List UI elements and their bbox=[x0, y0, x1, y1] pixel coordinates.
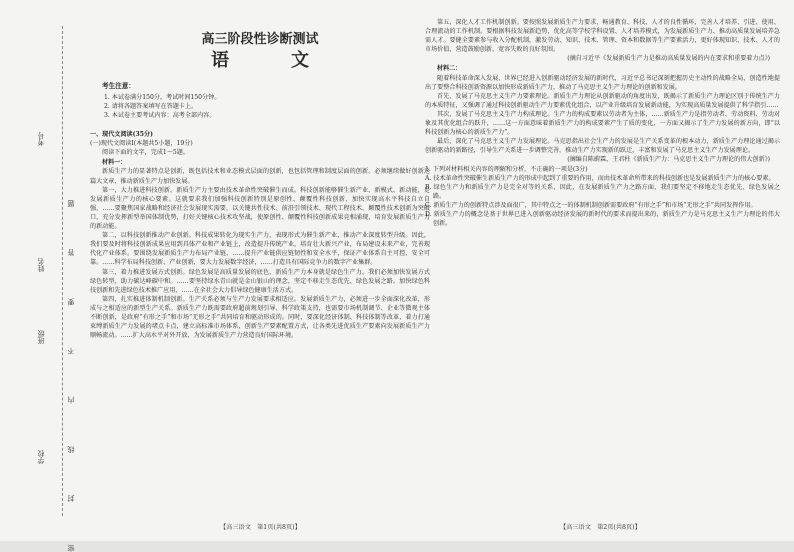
class-label: 班级 bbox=[37, 330, 45, 344]
paragraph: 随着科技革命深入发展，世界已经进入创新驱动经济发展的新时代，习近平总书记深刻把握历史主动性的战略全局，创造性地提出了要整合科技创新资源以加快形成新质生产力，推动了马克思主义生产力理论的创新和发展。 bbox=[425, 74, 780, 91]
paragraph: 其次，发展了马克思主义生产力构成理论。生产力的构成要素以劳动者为主体，……新质生产力是指劳动者、劳动资料、劳动对象及其优化组合的跃升，……这一方面意味着新质生产力的构成要素产生了质的变化，一方面又揭示了生产力发展的新方向，即“以科技创新为核心的新质生产力”。 bbox=[425, 110, 780, 137]
left-page bbox=[90, 18, 430, 340]
binding-margin bbox=[0, 0, 86, 552]
exam-title: 高三阶段性诊断测试 bbox=[201, 32, 319, 47]
paragraph: 第二，以科技创新推动产业创新。科技成果转化为现实生产力，表现形式为催生新产业、推动产业深度转型升级。因此，我们要及时将科技创新成果应用到具体产业和产业链上，改造提升传统产业，培育壮大新兴产业，布局建设未来产业，完善现代化产业体系。要围绕发展新质生产力布局产业链，……提升产业链供应链韧性和安全水平，保证产业体系自主可控、安全可靠。……科学布局科技创新、产业创新，要大力发展数字经济，……打造具有国际竞争力的数字产业集群。 bbox=[90, 232, 430, 267]
source-citation-2: (摘编自陈蔚霖、王君柱《新质生产力：马克思主义生产力理论的伟大创新》) bbox=[567, 156, 770, 164]
option-c: C. 新质生产力的创新特点涉及面很广，其中特点之一的体制机制创新需要政府“有形之手”和市场“无形之手”共同发挥作用。 bbox=[425, 201, 757, 209]
paragraph: 第五，深化人才工作机制创新。要按照发展新质生产力要求，畅通教育、科技、人才的良性循环，完善人才培养、引进、使用、合理流动的工作机制。要根据科技发展新趋势，优化高等学校学科设置、人才培养模式，为发展新质生产力、推动高质量发展培养急需人才。要健全要素参与收入分配机制，激发劳动、知识、技术、管理、资本和数据等生产要素活力，更好体现知识、技术、人才的市场价值，营造鼓励创新、宽容失败的良好氛围。 bbox=[425, 19, 780, 54]
paragraph: 新质生产力的显著特点是创新，既包括技术和业态模式层面的创新，也包括管理和制度层面的创新。必须继续做好创新这篇大文章，推动新质生产力加快发展。 bbox=[90, 168, 430, 185]
source-citation-1: (摘自习近平《发展新质生产力是推动高质量发展的内在要求和重要着力点》) bbox=[567, 55, 770, 63]
footer-page-1: 【高三语文 第1页(共8页)】 bbox=[220, 524, 301, 531]
school-label: 学校 bbox=[37, 450, 45, 464]
section-title: 一、现代文阅读(35分) bbox=[90, 131, 153, 139]
option-d: D. 新质生产力的概念是基于世界已进入创新驱动经济发展的新时代的要求而提出来的，新质生产力是马克思主义生产力理论的伟大创新。 bbox=[425, 210, 780, 228]
name-label: 姓名 bbox=[37, 258, 45, 272]
notice-heading: 考生注意： bbox=[102, 82, 135, 90]
notice-item: 3. 本试卷主要考试内容：高考全部内容。 bbox=[104, 112, 216, 120]
instruction: 阅读下面的文字，完成1～5题。 bbox=[102, 149, 189, 157]
paragraph: 第三，着力推进发展方式创新。绿色发展是高质量发展的底色，新质生产力本身就是绿色生产力。我们必须加快发展方式绿色转型，助力碳达峰碳中和。……要坚持绿水青山就是金山银山的理念，坚定不移走生态优先、绿色发展之路。加快绿色科技创新和先进绿色技术推广应用，……在全社会大力倡导绿色健康生活方式。 bbox=[90, 268, 430, 294]
notice-item: 2. 请将各题答案填写在答题卡上。 bbox=[104, 103, 198, 111]
subsection-title: (一)现代文阅读Ⅰ(本题共5小题，19分) bbox=[90, 140, 193, 148]
notice-item: 1. 本试卷满分150分，考试时间150分钟。 bbox=[104, 94, 221, 102]
paragraph: 第四，扎实推进体制机制创新。生产关系必须与生产力发展要求相适应。发展新质生产力，必须进一步全面深化改革，形成与之相适应的新型生产关系。新质生产力既需要政府超前规划引导、科学政策支持，也需要市场机制调节、企业等微观主体不断创新，是政府“有形之手”和市场“无形之手”共同培育和驱动形成的。同时，要深化经济体制、科技体制等改革，着力打通束缚新质生产力发展的堵点卡点，建立高标准市场体系，创新生产要素配置方式，让各类先进优质生产要素向发展新质生产力顺畅流动。……扩大高水平对外开放，为发展新质生产力营造良好国际环境。 bbox=[90, 295, 430, 340]
seal-line bbox=[62, 26, 63, 516]
option-b: B. 绿色生产力和新质生产力是完全对等的关系，因此，在发展新质生产力之路方面，我们要坚定不移地走生态优先、绿色发展之路。 bbox=[425, 183, 780, 200]
material-2-label: 材料二： bbox=[437, 65, 462, 73]
paragraph: 最后，深化了马克思主义生产力发展理论。马克思指出社会生产力的发展是生产关系变革的根本动力，新质生产力理论通过揭示创新驱动的新路径，引导生产关系进一步调整完善，推动生产力实现新的跃迁，丰富和发展了马克思主义生产力发展理论。 bbox=[425, 138, 780, 155]
right-page bbox=[425, 18, 780, 228]
option-a: A. 技术革命性突破催生新质生产力的形成中起到了重要的作用，而由技术革命所带来的科技创新也是发展新质生产力的核心要素。 bbox=[425, 174, 775, 182]
question-1-stem: 1. 下列对材料相关内容的理解和分析，不正确的一项是(3分) bbox=[425, 165, 588, 173]
paragraph: 首先，发展了马克思主义生产力要素理论。新质生产力理论从创新驱动的角度出发，既揭示了新质生产力理论区别于传统生产力的本质特征，又强调了通过科技创新驱动生产力要素优化组合，以产业升级培育发展新动能，为实现高质量发展提供了科学指引…… bbox=[425, 92, 780, 109]
footer-page-2: 【高三语文 第2页(共8页)】 bbox=[560, 524, 641, 531]
paragraph: 第一，大力推进科技创新。新质生产力主要由技术革命性突破催生而成。科技创新能够催生新产业、新模式、新动能，是发展新质生产力的核心要素。这就要求我们加强科技创新特别是原创性、颠覆性科技创新，加快实现高水平科技自立自强，……要聚焦国家战略和经济社会发展现实需要，以关键共性技术、前沿引领技术、现代工程技术、颠覆性技术创新为突破口，充分发挥新型举国体制优势，打好关键核心技术攻坚战，使原创性、颠覆性科技创新成果竞相涌现，培育发展新质生产力的新动能。 bbox=[90, 186, 430, 231]
material-1-label: 材料一： bbox=[102, 159, 127, 167]
seal-line-text: 密 封 线 内 不 要 答 题 bbox=[67, 180, 75, 552]
notice-list bbox=[104, 93, 430, 120]
subject-title: 语 文 bbox=[211, 50, 331, 71]
exam-number-label: 考号 bbox=[37, 132, 45, 146]
